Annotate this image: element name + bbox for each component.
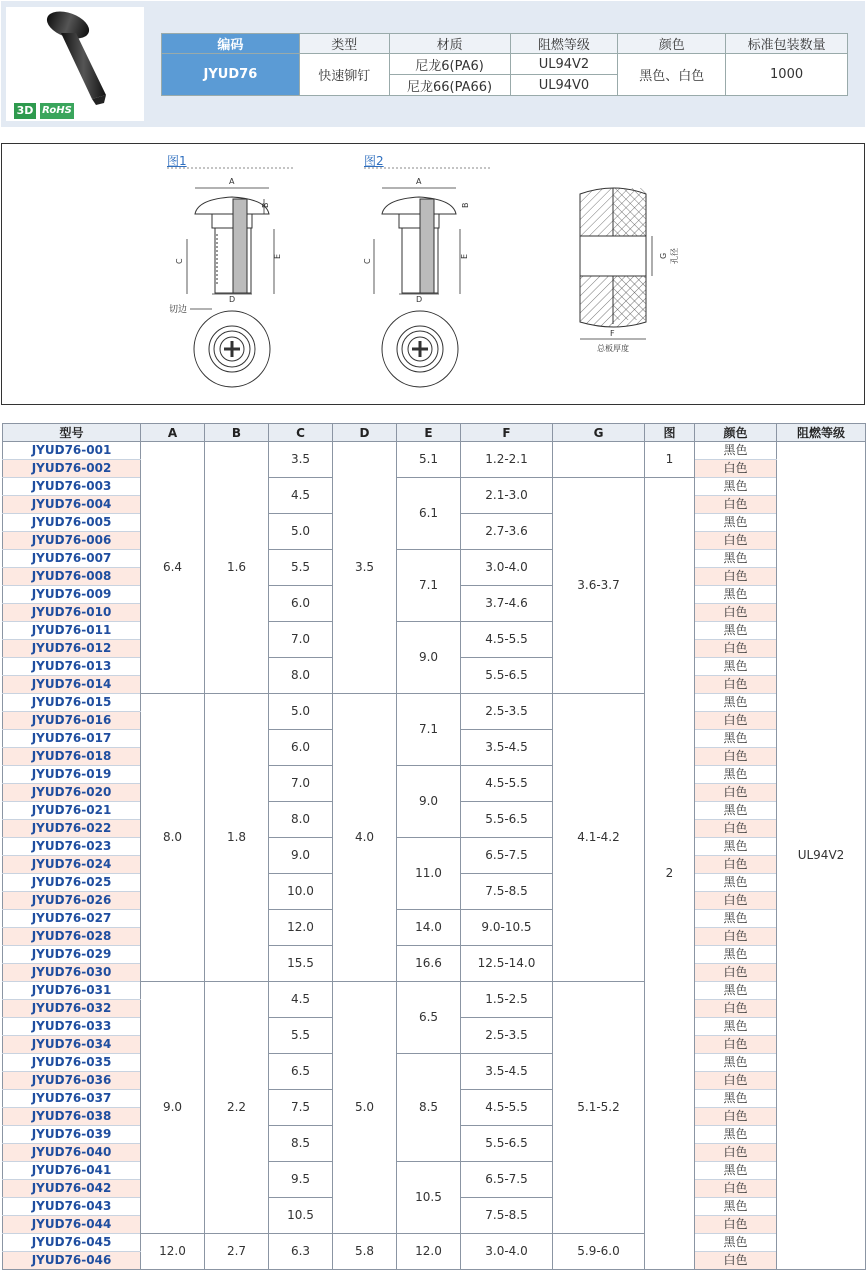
cell-f: 3.0-4.0 — [461, 550, 553, 586]
cell-f: 12.5-14.0 — [461, 946, 553, 982]
fig2-side-view — [374, 188, 460, 294]
cell-c: 6.3 — [269, 1234, 333, 1270]
cell-e: 16.6 — [397, 946, 461, 982]
spec-type: 快速铆钉 — [299, 54, 389, 96]
svg-text:B: B — [461, 202, 470, 208]
table-header-row — [3, 424, 866, 442]
color-cell: 白色 — [695, 1072, 777, 1090]
cell-f: 9.0-10.5 — [461, 910, 553, 946]
model-cell: JYUD76-037 — [3, 1090, 141, 1108]
cell-f: 3.0-4.0 — [461, 1234, 553, 1270]
model-cell: JYUD76-012 — [3, 640, 141, 658]
model-cell: JYUD76-020 — [3, 784, 141, 802]
color-cell: 黑色 — [695, 874, 777, 892]
thickness-label: 总板厚度 — [597, 344, 629, 353]
cell-c: 5.0 — [269, 514, 333, 550]
color-cell: 白色 — [695, 928, 777, 946]
cell-d: 4.0 — [333, 694, 397, 982]
cell-c: 6.0 — [269, 730, 333, 766]
model-cell: JYUD76-026 — [3, 892, 141, 910]
svg-text:E: E — [460, 253, 469, 259]
cell-c: 4.5 — [269, 982, 333, 1018]
product-spec-table — [161, 33, 848, 96]
cell-c: 9.0 — [269, 838, 333, 874]
cell-fig: 1 — [645, 442, 695, 478]
model-cell: JYUD76-035 — [3, 1054, 141, 1072]
color-cell: 白色 — [695, 1036, 777, 1054]
cell-e: 7.1 — [397, 550, 461, 622]
th-fig: 图 — [645, 424, 695, 442]
model-cell: JYUD76-031 — [3, 982, 141, 1000]
spec-header-color: 颜色 — [618, 34, 726, 54]
table-row — [3, 1054, 866, 1072]
color-cell: 白色 — [695, 496, 777, 514]
cell-e: 9.0 — [397, 622, 461, 694]
color-cell: 黑色 — [695, 622, 777, 640]
spec-code: JYUD76 — [162, 54, 300, 96]
model-cell: JYUD76-018 — [3, 748, 141, 766]
spec-header-type: 类型 — [299, 34, 389, 54]
cell-g: 5.1-5.2 — [553, 982, 645, 1234]
model-cell: JYUD76-005 — [3, 514, 141, 532]
svg-text:C: C — [175, 258, 184, 264]
spec-header-qty: 标准包装数量 — [726, 34, 848, 54]
color-cell: 黑色 — [695, 1018, 777, 1036]
cell-c: 12.0 — [269, 910, 333, 946]
svg-text:D: D — [229, 295, 236, 304]
spec-header-flame: 阻燃等级 — [510, 34, 618, 54]
color-cell: 白色 — [695, 1000, 777, 1018]
model-cell: JYUD76-009 — [3, 586, 141, 604]
cell-f: 6.5-7.5 — [461, 1162, 553, 1198]
cell-c: 6.0 — [269, 586, 333, 622]
cell-flame: UL94V2 — [777, 442, 866, 1270]
cell-c: 3.5 — [269, 442, 333, 478]
cell-g — [553, 442, 645, 478]
model-cell: JYUD76-038 — [3, 1108, 141, 1126]
cell-e: 7.1 — [397, 694, 461, 766]
th-flame: 阻燃等级 — [777, 424, 866, 442]
color-cell: 黑色 — [695, 442, 777, 460]
cell-c: 10.0 — [269, 874, 333, 910]
color-cell: 黑色 — [695, 982, 777, 1000]
model-cell: JYUD76-029 — [3, 946, 141, 964]
model-cell: JYUD76-017 — [3, 730, 141, 748]
color-cell: 黑色 — [695, 586, 777, 604]
model-cell: JYUD76-044 — [3, 1216, 141, 1234]
model-cell: JYUD76-039 — [3, 1126, 141, 1144]
model-cell: JYUD76-042 — [3, 1180, 141, 1198]
product-photo — [6, 7, 144, 121]
cell-e: 9.0 — [397, 766, 461, 838]
color-cell: 白色 — [695, 676, 777, 694]
table-row — [3, 550, 866, 568]
color-cell: 黑色 — [695, 802, 777, 820]
cell-f: 1.2-2.1 — [461, 442, 553, 478]
cell-f: 5.5-6.5 — [461, 1126, 553, 1162]
model-cell: JYUD76-007 — [3, 550, 141, 568]
cell-f: 6.5-7.5 — [461, 838, 553, 874]
cell-e: 6.5 — [397, 982, 461, 1054]
spec-color: 黑色、白色 — [618, 54, 726, 96]
cell-c: 7.5 — [269, 1090, 333, 1126]
table-row — [3, 982, 866, 1000]
table-row — [3, 442, 866, 460]
color-cell: 黑色 — [695, 1198, 777, 1216]
model-cell: JYUD76-004 — [3, 496, 141, 514]
model-cell: JYUD76-019 — [3, 766, 141, 784]
th-f: F — [461, 424, 553, 442]
cell-c: 5.5 — [269, 550, 333, 586]
cell-f: 3.5-4.5 — [461, 730, 553, 766]
model-cell: JYUD76-003 — [3, 478, 141, 496]
color-cell: 黑色 — [695, 658, 777, 676]
color-cell: 白色 — [695, 784, 777, 802]
table-row — [3, 910, 866, 928]
cell-c: 5.5 — [269, 1018, 333, 1054]
cell-c: 15.5 — [269, 946, 333, 982]
model-cell: JYUD76-015 — [3, 694, 141, 712]
color-cell: 黑色 — [695, 910, 777, 928]
color-cell: 白色 — [695, 820, 777, 838]
color-cell: 黑色 — [695, 514, 777, 532]
color-cell: 白色 — [695, 892, 777, 910]
svg-text:B: B — [261, 202, 270, 208]
color-cell: 白色 — [695, 856, 777, 874]
cell-c: 8.0 — [269, 802, 333, 838]
badge-rohs: RoHS — [40, 103, 74, 119]
cell-d: 3.5 — [333, 442, 397, 694]
spec-material-1: 尼龙6(PA6) — [389, 54, 510, 75]
spec-header-material: 材质 — [389, 34, 510, 54]
cell-f: 5.5-6.5 — [461, 802, 553, 838]
model-cell: JYUD76-014 — [3, 676, 141, 694]
cell-g: 3.6-3.7 — [553, 478, 645, 694]
color-cell: 白色 — [695, 1144, 777, 1162]
cell-f: 7.5-8.5 — [461, 1198, 553, 1234]
table-row — [3, 946, 866, 964]
cell-f: 4.5-5.5 — [461, 622, 553, 658]
table-row — [3, 1234, 866, 1252]
cell-fig: 2 — [645, 478, 695, 1270]
model-cell: JYUD76-011 — [3, 622, 141, 640]
model-table — [2, 423, 866, 1270]
svg-text:C: C — [363, 258, 372, 264]
product-summary-panel — [1, 1, 865, 127]
cell-f: 3.7-4.6 — [461, 586, 553, 622]
spec-header-code: 编码 — [162, 34, 300, 54]
cell-e: 6.1 — [397, 478, 461, 550]
cell-f: 3.5-4.5 — [461, 1054, 553, 1090]
color-cell: 黑色 — [695, 478, 777, 496]
cell-c: 7.0 — [269, 766, 333, 802]
cell-f: 2.7-3.6 — [461, 514, 553, 550]
panel-cross-section — [580, 188, 652, 339]
th-model: 型号 — [3, 424, 141, 442]
color-cell: 白色 — [695, 712, 777, 730]
model-cell: JYUD76-027 — [3, 910, 141, 928]
color-cell: 黑色 — [695, 946, 777, 964]
model-cell: JYUD76-036 — [3, 1072, 141, 1090]
model-cell: JYUD76-025 — [3, 874, 141, 892]
hole-label: 孔径 — [670, 248, 679, 264]
technical-drawing-panel — [1, 143, 865, 405]
svg-text:A: A — [416, 177, 422, 186]
fig2-top-view — [382, 311, 458, 387]
model-cell: JYUD76-041 — [3, 1162, 141, 1180]
fig1-top-view — [194, 311, 270, 387]
cell-c: 4.5 — [269, 478, 333, 514]
color-cell: 白色 — [695, 460, 777, 478]
model-cell: JYUD76-028 — [3, 928, 141, 946]
cell-f: 4.5-5.5 — [461, 766, 553, 802]
model-cell: JYUD76-001 — [3, 442, 141, 460]
color-cell: 白色 — [695, 964, 777, 982]
model-cell: JYUD76-043 — [3, 1198, 141, 1216]
color-cell: 白色 — [695, 568, 777, 586]
color-cell: 黑色 — [695, 730, 777, 748]
color-cell: 黑色 — [695, 1234, 777, 1252]
cell-g: 5.9-6.0 — [553, 1234, 645, 1270]
color-cell: 白色 — [695, 604, 777, 622]
spec-flame-1: UL94V2 — [510, 54, 618, 75]
cell-f: 5.5-6.5 — [461, 658, 553, 694]
cell-f: 2.1-3.0 — [461, 478, 553, 514]
th-c: C — [269, 424, 333, 442]
model-cell: JYUD76-016 — [3, 712, 141, 730]
spec-qty: 1000 — [726, 54, 848, 96]
cell-e: 11.0 — [397, 838, 461, 910]
svg-text:D: D — [416, 295, 423, 304]
svg-text:A: A — [229, 177, 235, 186]
model-cell: JYUD76-024 — [3, 856, 141, 874]
color-cell: 白色 — [695, 1108, 777, 1126]
th-g: G — [553, 424, 645, 442]
cell-b: 2.7 — [205, 1234, 269, 1270]
cell-d: 5.0 — [333, 982, 397, 1234]
color-cell: 白色 — [695, 748, 777, 766]
th-color: 颜色 — [695, 424, 777, 442]
fig2-label: 图2 — [364, 154, 384, 168]
model-cell: JYUD76-034 — [3, 1036, 141, 1054]
cell-g: 4.1-4.2 — [553, 694, 645, 982]
th-e: E — [397, 424, 461, 442]
cell-e: 14.0 — [397, 910, 461, 946]
cell-e: 5.1 — [397, 442, 461, 478]
table-body — [3, 442, 866, 1270]
table-row — [3, 1162, 866, 1180]
cell-f: 2.5-3.5 — [461, 694, 553, 730]
color-cell: 黑色 — [695, 766, 777, 784]
cell-a: 9.0 — [141, 982, 205, 1234]
model-cell: JYUD76-045 — [3, 1234, 141, 1252]
table-row — [3, 478, 866, 496]
table-row — [3, 694, 866, 712]
cell-a: 12.0 — [141, 1234, 205, 1270]
th-a: A — [141, 424, 205, 442]
color-cell: 白色 — [695, 640, 777, 658]
color-cell: 白色 — [695, 1252, 777, 1270]
model-cell: JYUD76-006 — [3, 532, 141, 550]
color-cell: 黑色 — [695, 1090, 777, 1108]
th-d: D — [333, 424, 397, 442]
cell-f: 1.5-2.5 — [461, 982, 553, 1018]
table-row — [3, 838, 866, 856]
table-row — [3, 622, 866, 640]
cell-f: 4.5-5.5 — [461, 1090, 553, 1126]
cell-a: 6.4 — [141, 442, 205, 694]
table-row — [3, 766, 866, 784]
model-cell: JYUD76-013 — [3, 658, 141, 676]
cell-e: 8.5 — [397, 1054, 461, 1162]
cell-e: 12.0 — [397, 1234, 461, 1270]
color-cell: 白色 — [695, 1180, 777, 1198]
model-cell: JYUD76-033 — [3, 1018, 141, 1036]
cell-c: 9.5 — [269, 1162, 333, 1198]
cell-a: 8.0 — [141, 694, 205, 982]
color-cell: 黑色 — [695, 1162, 777, 1180]
cut-label: 切边 — [169, 305, 188, 315]
cell-c: 6.5 — [269, 1054, 333, 1090]
model-cell: JYUD76-023 — [3, 838, 141, 856]
cell-b: 2.2 — [205, 982, 269, 1234]
model-cell: JYUD76-032 — [3, 1000, 141, 1018]
model-cell: JYUD76-040 — [3, 1144, 141, 1162]
model-cell: JYUD76-008 — [3, 568, 141, 586]
svg-text:F: F — [610, 329, 615, 338]
color-cell: 黑色 — [695, 1126, 777, 1144]
color-cell: 黑色 — [695, 838, 777, 856]
svg-text:G: G — [659, 252, 668, 259]
color-cell: 黑色 — [695, 694, 777, 712]
cell-f: 2.5-3.5 — [461, 1018, 553, 1054]
model-cell: JYUD76-010 — [3, 604, 141, 622]
color-cell: 黑色 — [695, 550, 777, 568]
drawing-svg — [2, 144, 864, 404]
badge-3d: 3D — [14, 103, 36, 119]
cell-b: 1.8 — [205, 694, 269, 982]
spec-material-2: 尼龙66(PA66) — [389, 75, 510, 96]
cell-c: 10.5 — [269, 1198, 333, 1234]
color-cell: 白色 — [695, 1216, 777, 1234]
color-cell: 黑色 — [695, 1054, 777, 1072]
model-cell: JYUD76-030 — [3, 964, 141, 982]
svg-text:E: E — [273, 253, 282, 259]
cell-c: 8.5 — [269, 1126, 333, 1162]
cell-c: 5.0 — [269, 694, 333, 730]
model-cell: JYUD76-002 — [3, 460, 141, 478]
cell-c: 8.0 — [269, 658, 333, 694]
cell-b: 1.6 — [205, 442, 269, 694]
th-b: B — [205, 424, 269, 442]
cell-e: 10.5 — [397, 1162, 461, 1234]
cell-f: 7.5-8.5 — [461, 874, 553, 910]
model-cell: JYUD76-046 — [3, 1252, 141, 1270]
color-cell: 白色 — [695, 532, 777, 550]
fig1-label: 图1 — [167, 154, 187, 168]
model-cell: JYUD76-021 — [3, 802, 141, 820]
cell-d: 5.8 — [333, 1234, 397, 1270]
spec-flame-2: UL94V0 — [510, 75, 618, 96]
model-cell: JYUD76-022 — [3, 820, 141, 838]
cell-c: 7.0 — [269, 622, 333, 658]
